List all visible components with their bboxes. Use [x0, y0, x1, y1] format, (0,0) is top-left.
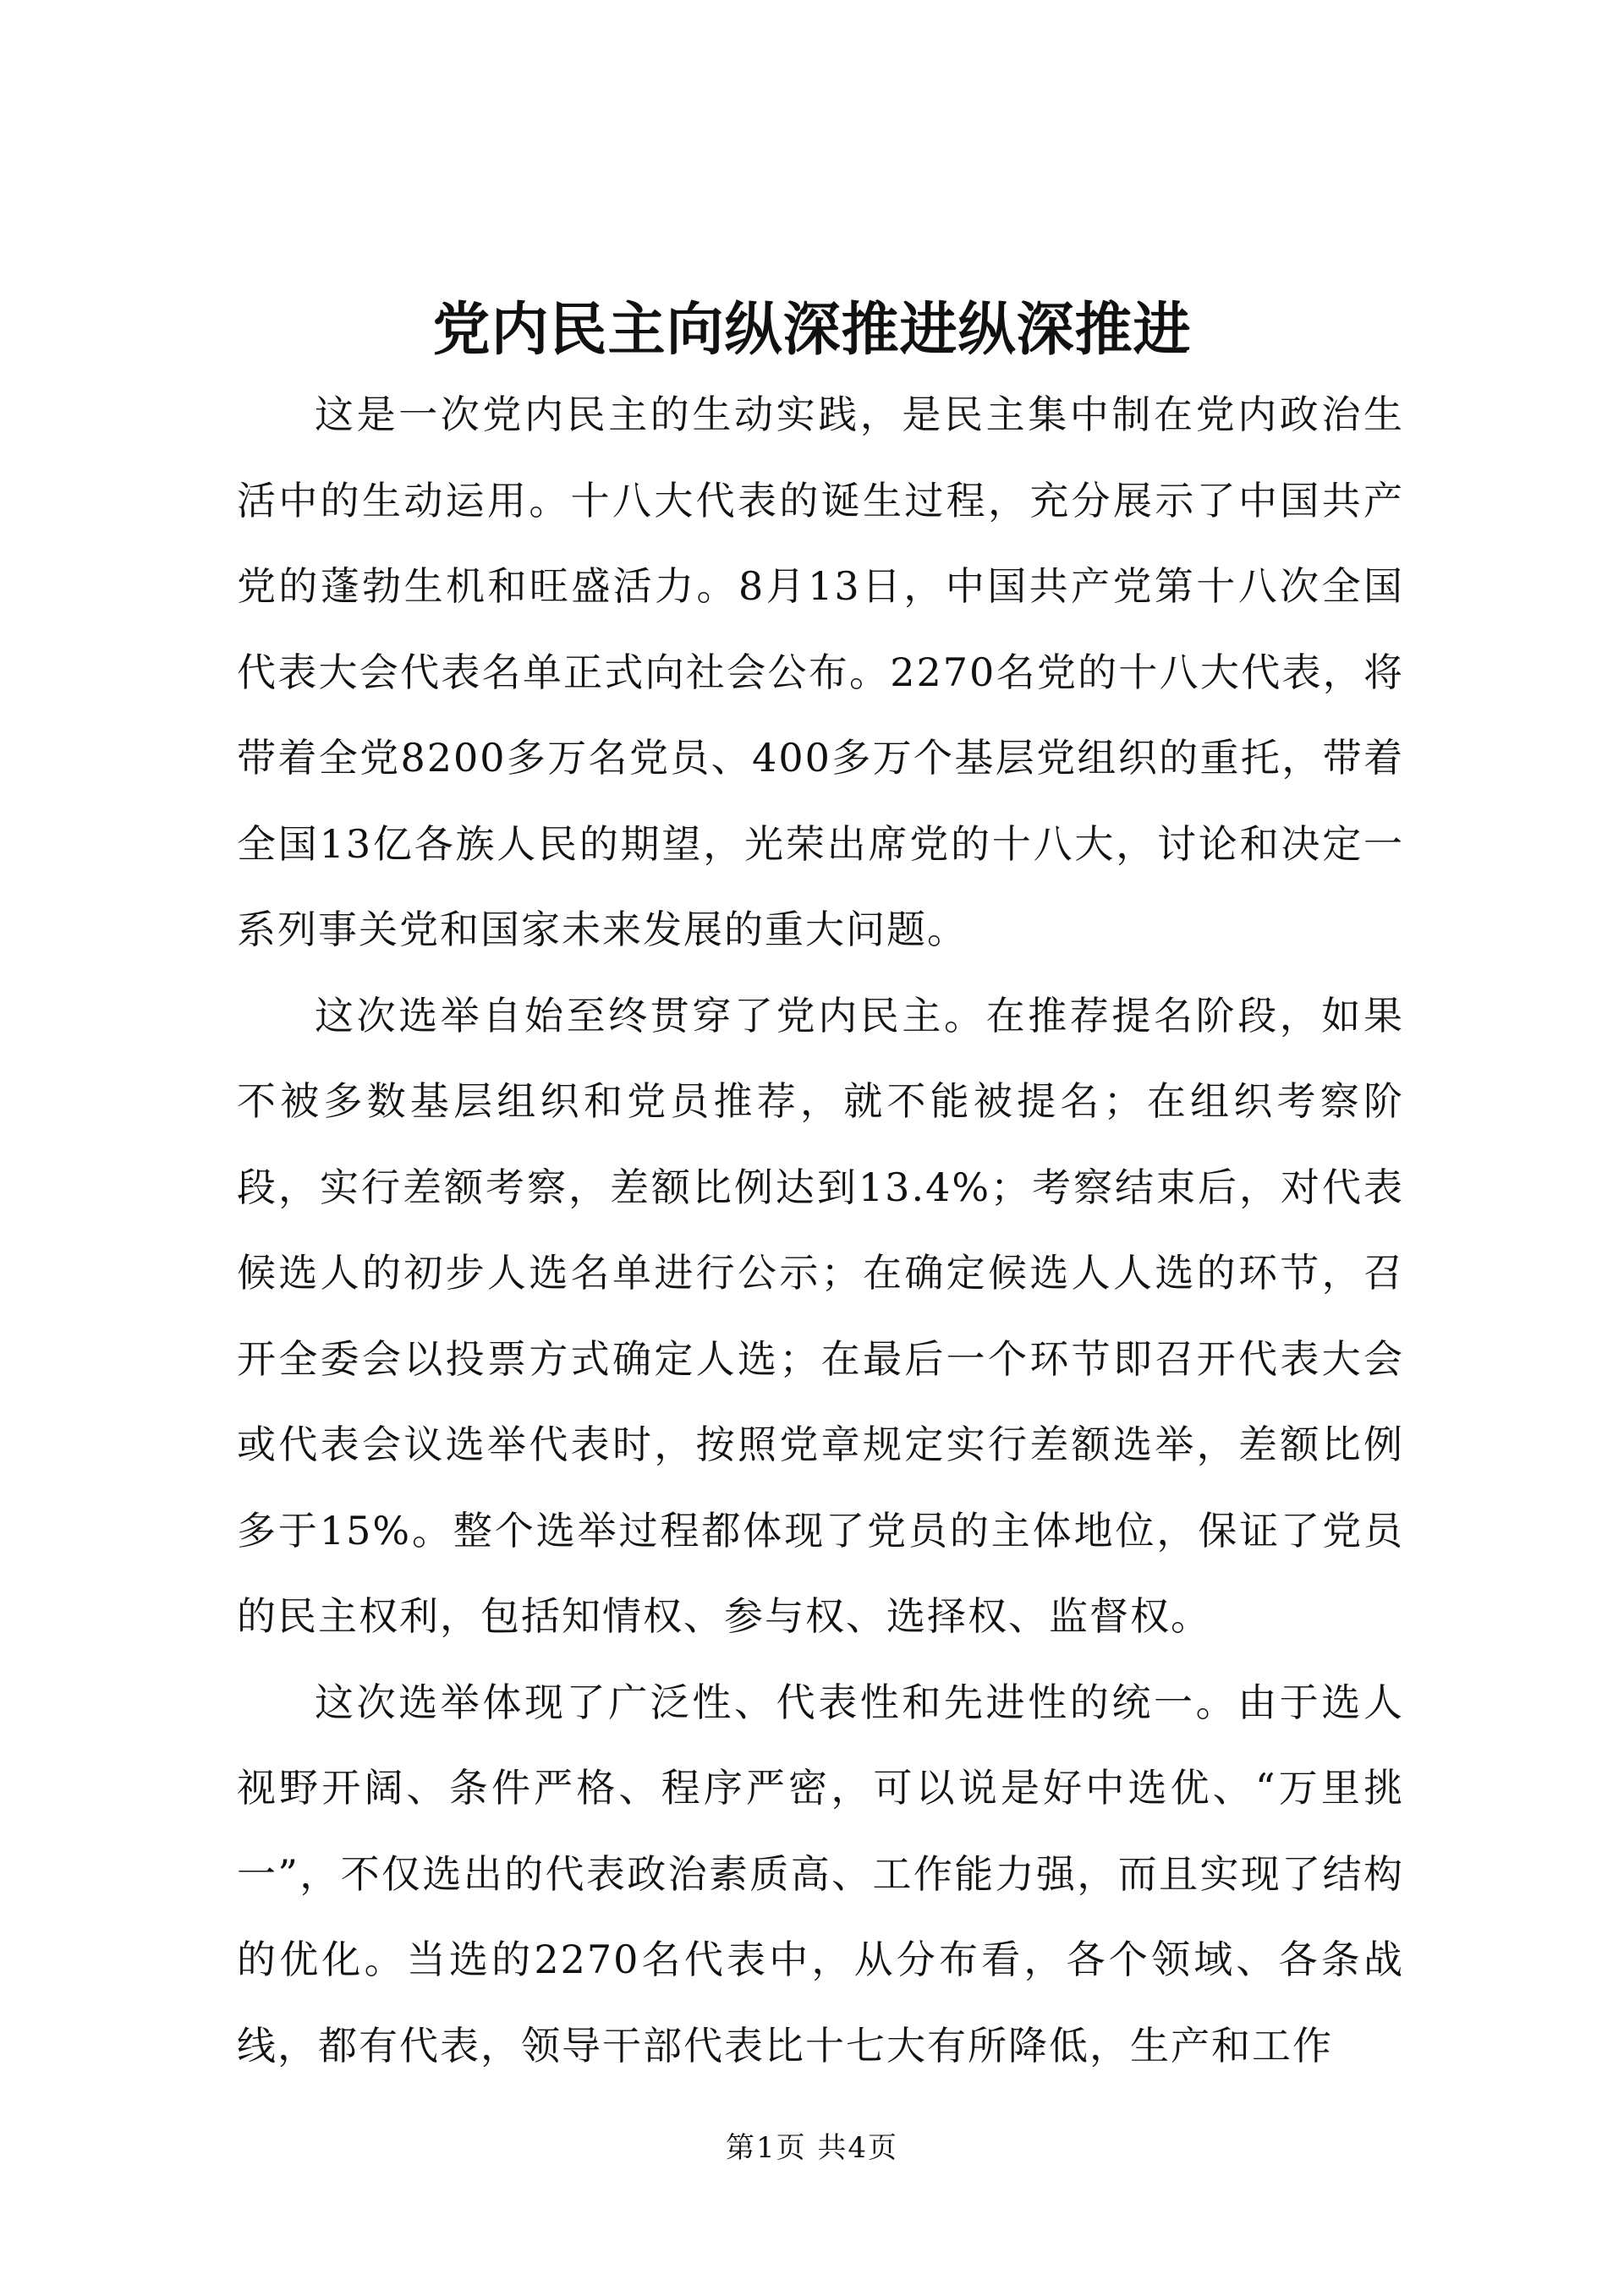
page-footer: 第1页 共4页	[725, 2131, 899, 2165]
paragraph: 这是一次党内民主的生动实践，是民主集中制在党内政治生活中的生动运用。十八大代表的诞生过程，充分展示了中国共产党的蓬勃生机和旺盛活力。8月13日，中国共产党第十八次全国代表大会代表名单正式向社会公布。2270名党的十八大代表，将带着全党8200多万名党员、400多万个基层党组织的重托，带着全国13亿各族人民的期望，光荣出席党的十八大，讨论和决定一系列事关党和国家未来发展的重大问题。	[237, 392, 1404, 952]
paragraph: 这次选举体现了广泛性、代表性和先进性的统一。由于选人视野开阔、条件严格、程序严密，可以说是好中选优、“万里挑一”，不仅选出的代表政治素质高、工作能力强，而且实现了结构的优化。当选的2270名代表中，从分布看，各个领域、各条战线，都有代表，领导干部代表比十七大有所降低，生产和工作	[237, 1679, 1404, 2069]
paragraph: 这次选举自始至终贯穿了党内民主。在推荐提名阶段，如果不被多数基层组织和党员推荐，就不能被提名；在组织考察阶段，实行差额考察，差额比例达到13.4%；考察结束后，对代表候选人的初步人选名单进行公示；在确定候选人人选的环节，召开全委会以投票方式确定人选；在最后一个环节即召开代表大会或代表会议选举代表时，按照党章规定实行差额选举，差额比例多于15%。整个选举过程都体现了党员的主体地位，保证了党员的民主权利，包括知情权、参与权、选择权、监督权。	[237, 992, 1404, 1639]
document-title: 党内民主向纵深推进纵深推进	[432, 296, 1192, 364]
document-body	[237, 372, 1404, 2089]
